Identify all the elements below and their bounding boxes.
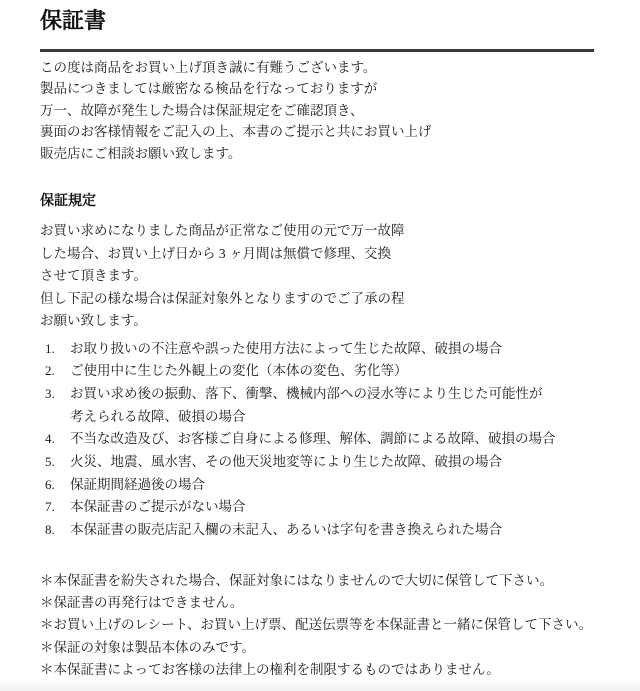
list-item-text: 本保証書の販売店記入欄の未記入、あるいは字句を書き換えられた場合 bbox=[70, 522, 502, 538]
note-line bbox=[40, 659, 600, 681]
note-line bbox=[40, 570, 600, 592]
note-text: お買い上げのレシート、お買い上げ票、配送伝票等を本保証書と一緒に保管して下さい。 bbox=[53, 617, 592, 633]
list-item bbox=[40, 496, 600, 519]
rules-lead-line: お願い致します。 bbox=[40, 313, 147, 328]
rules-lead-line: した場合、お買い上げ日から 3 ヶ月間は無償で修理、交換 bbox=[40, 245, 391, 261]
note-line bbox=[40, 592, 600, 614]
list-item bbox=[40, 474, 600, 497]
intro-line: 裏面のお客様情報をご記入の上、本書のご提示と共にお買い上げ bbox=[40, 124, 432, 139]
list-item-number: 3. bbox=[45, 385, 55, 401]
intro-line: 製品につきましては厳密なる検品を行なっておりますが bbox=[40, 81, 378, 96]
rules-lead-line: 但し下記の様な場合は保証対象外となりますのでご了承の程 bbox=[40, 290, 405, 306]
list-item-number: 8. bbox=[45, 522, 55, 538]
note-line bbox=[40, 637, 600, 659]
asterisk-marker: ＊ bbox=[40, 595, 54, 611]
list-item bbox=[40, 360, 600, 383]
list-item-number: 1. bbox=[45, 340, 55, 356]
note-text: 保証の対象は製品本体のみです。 bbox=[53, 639, 255, 655]
rules-lead-paragraph bbox=[40, 220, 600, 333]
list-item bbox=[40, 428, 600, 451]
intro-paragraph bbox=[40, 57, 600, 165]
list-item bbox=[40, 383, 600, 406]
asterisk-marker: ＊ bbox=[40, 639, 54, 655]
list-item bbox=[40, 451, 600, 474]
list-item bbox=[40, 519, 600, 542]
list-item-text: ご使用中に生じた外観上の変化（本体の変色、劣化等） bbox=[70, 363, 408, 379]
list-item-text: 不当な改造及び、お客様ご自身による修理、解体、調節による故障、破損の場合 bbox=[70, 431, 556, 447]
list-item-text: 保証期間経過後の場合 bbox=[70, 476, 205, 492]
list-item-text: 本保証書のご提示がない場合 bbox=[70, 499, 246, 515]
exclusion-list bbox=[40, 338, 600, 542]
list-item-number: 2. bbox=[45, 363, 55, 379]
note-text: 本保証書を紛失された場合、保証対象にはなりませんので大切に保管して下さい。 bbox=[53, 572, 553, 588]
list-item-number-spacer bbox=[40, 406, 70, 429]
list-item-number: 5. bbox=[45, 454, 55, 470]
rules-lead-line: させて頂きます。 bbox=[40, 268, 147, 283]
notes-section bbox=[40, 570, 600, 681]
intro-line: この度は商品をお買い上げ頂き誠に有難うございます。 bbox=[40, 59, 377, 75]
list-item-number: 7. bbox=[45, 499, 55, 515]
rules-section-heading: 保証規定 bbox=[40, 192, 96, 208]
document-title: 保証書 bbox=[40, 8, 107, 33]
note-text: 保証書の再発行はできません。 bbox=[53, 595, 244, 611]
intro-line: 販売店にご相談お願い致します。 bbox=[40, 145, 242, 161]
asterisk-marker: ＊ bbox=[40, 662, 54, 678]
list-item-number: 4. bbox=[45, 431, 55, 447]
rules-lead-line: お買い求めになりました商品が正常なご使用の元で万一故障 bbox=[40, 223, 405, 238]
list-item-text: お買い求め後の振動、落下、衝撃、機械内部への浸水等により生じた可能性が bbox=[70, 385, 543, 401]
intro-line: 万一、故障が発生した場合は保証規定をご確認頂き、 bbox=[40, 102, 364, 118]
note-line bbox=[40, 614, 600, 636]
asterisk-marker: ＊ bbox=[40, 572, 54, 588]
list-item-text: 火災、地震、風水害、その他天災地変等により生じた故障、破損の場合 bbox=[70, 454, 502, 470]
asterisk-marker: ＊ bbox=[40, 617, 54, 633]
list-item-text: お取り扱いの不注意や誤った使用方法によって生じた故障、破損の場合 bbox=[70, 340, 502, 356]
title-divider-rule bbox=[40, 49, 594, 52]
note-text: 本保証書によってお客様の法律上の権利を制限するものではありません。 bbox=[53, 662, 500, 678]
list-item-number: 6. bbox=[45, 476, 55, 492]
list-item bbox=[40, 338, 600, 361]
list-item-text: 考えられる故障、破損の場合 bbox=[70, 408, 246, 424]
list-item-continuation bbox=[40, 406, 600, 429]
